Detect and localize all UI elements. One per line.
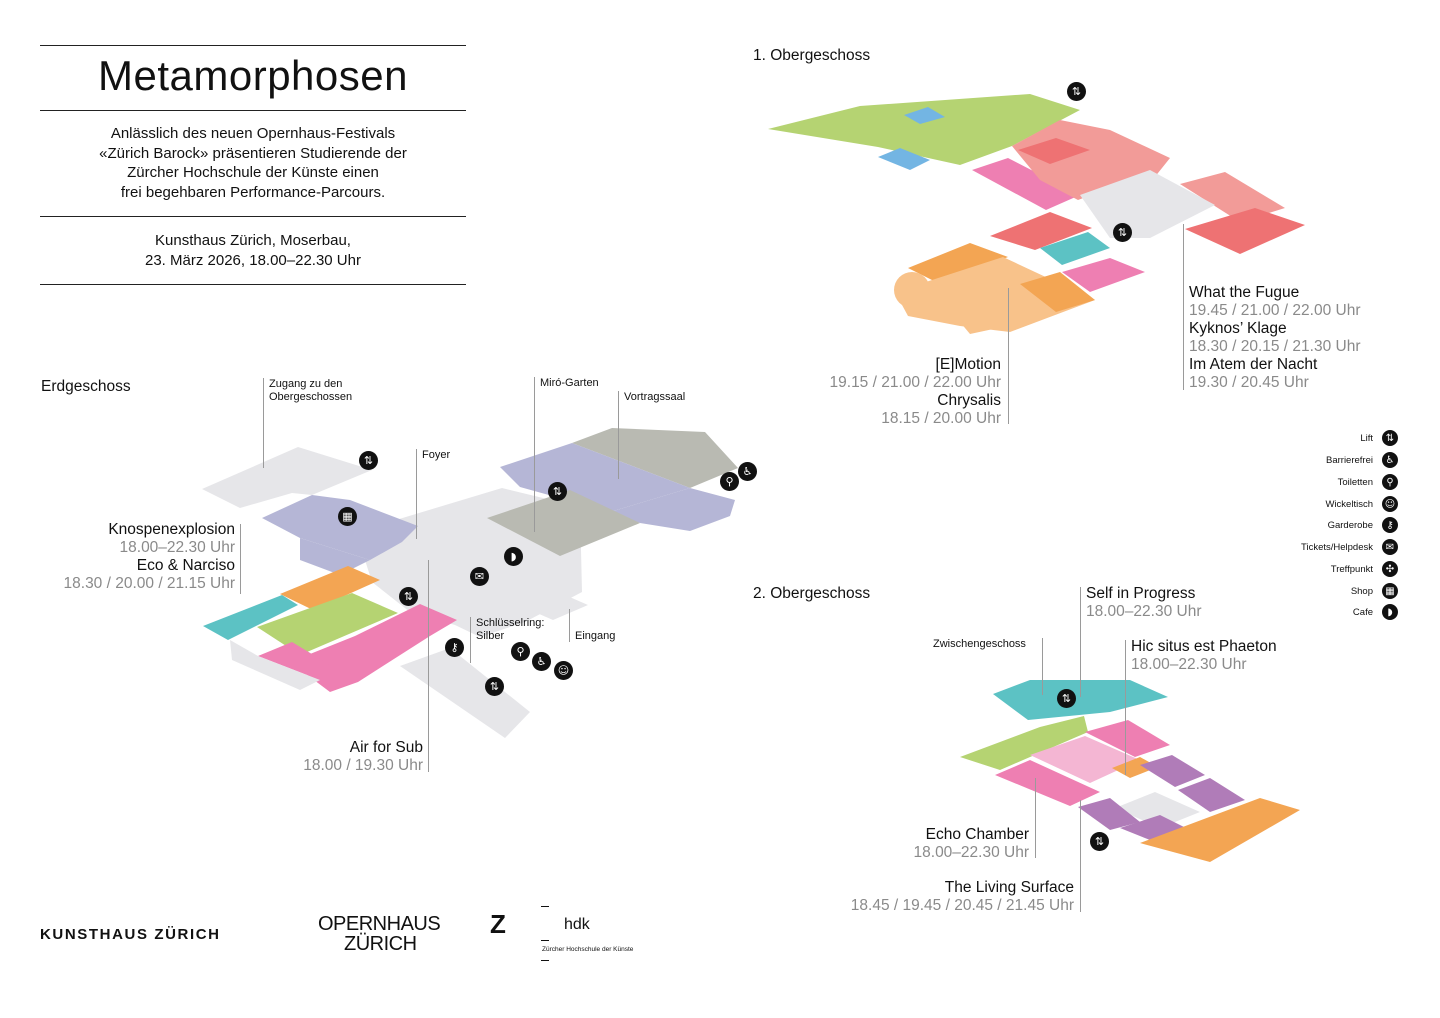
- page-title: Metamorphosen: [98, 52, 408, 99]
- label-zugang: Zugang zu den Obergeschossen: [269, 378, 353, 403]
- ticket-icon: ✉: [470, 567, 489, 586]
- legend-item: [1301, 538, 1398, 556]
- leader-line: [1125, 640, 1126, 775]
- label-schluesselring: Schlüsselring: Silber: [476, 617, 545, 642]
- performance-times: 19.30 / 20.45 Uhr: [1189, 374, 1309, 391]
- venue-line: Kunsthaus Zürich, Moserbau,: [155, 232, 351, 249]
- logo-dash: [541, 960, 549, 961]
- legend-item: [1328, 516, 1398, 534]
- ticket-icon: ✉: [1382, 539, 1398, 555]
- performance-title: Hic situs est Phaeton: [1131, 638, 1277, 655]
- room-red-right: [1185, 208, 1305, 254]
- floor-label-erdgeschoss: Erdgeschoss: [41, 378, 131, 395]
- lift-icon: ⇅: [548, 482, 567, 501]
- lift-icon: ⇅: [359, 451, 378, 470]
- opernhaus-logo-line: ZÜRICH: [344, 933, 417, 955]
- lift-icon: ⇅: [1382, 430, 1398, 446]
- logo-dash: [541, 940, 549, 941]
- intro-line: Anlässlich des neuen Opernhaus-Festivals: [110, 125, 396, 142]
- room-zugang: [202, 447, 372, 508]
- legend-label: Tickets/Helpdesk: [1301, 541, 1373, 553]
- legend-item: [1353, 603, 1398, 621]
- leader-line: [1008, 288, 1009, 424]
- intro-line: Zürcher Hochschule der Künste einen: [127, 164, 379, 181]
- shop-icon: ▦: [1382, 583, 1398, 599]
- performance-times: 18.00–22.30 Uhr: [1131, 656, 1247, 673]
- opernhaus-logo: [318, 914, 440, 954]
- zhdk-name: Zürcher Hochschule der Künste: [542, 946, 634, 953]
- floor-label-2og: 2. Obergeschoss: [753, 585, 871, 602]
- performance-what-the-fugue: [1189, 284, 1360, 392]
- logo-dash: [541, 906, 549, 907]
- leader-line: [534, 377, 535, 532]
- venue-line: 23. März 2026, 18.00–22.30 Uhr: [145, 251, 361, 269]
- performance-title: [E]Motion: [935, 356, 1001, 373]
- cafe-icon: ◗: [504, 547, 523, 566]
- legend-label: Toiletten: [1337, 476, 1373, 488]
- leader-line: [1035, 778, 1036, 858]
- performance-times: 19.15 / 21.00 / 22.00 Uhr: [829, 374, 1001, 391]
- performance-knospenexplosion: [64, 521, 235, 593]
- label-zwischengeschoss: Zwischengeschoss: [933, 638, 1026, 650]
- performance-times: 18.30 / 20.00 / 21.15 Uhr: [63, 575, 235, 592]
- legend-label: Barrierefrei: [1326, 454, 1373, 466]
- performance-times: 19.45 / 21.00 / 22.00 Uhr: [1189, 302, 1361, 319]
- leader-line: [618, 391, 619, 479]
- performance-hic-situs: [1131, 638, 1277, 674]
- performance-times: 18.00–22.30 Uhr: [119, 539, 235, 556]
- performance-title: Air for Sub: [349, 739, 423, 756]
- opernhaus-logo-line: OPERNHAUS: [318, 913, 441, 935]
- accessible-icon: ♿: [738, 462, 757, 481]
- key-icon: ⚷: [1382, 517, 1398, 533]
- intro-line: «Zürich Barock» präsentieren Studierende der: [99, 144, 407, 162]
- leader-line: [1183, 224, 1184, 390]
- legend-item: [1326, 451, 1398, 469]
- performance-air-for-sub: [303, 739, 423, 775]
- toilets-icon: ⚲: [720, 472, 739, 491]
- legend-label: Cafe: [1352, 606, 1373, 618]
- lift-icon: ⇅: [1057, 689, 1076, 708]
- leader-line: [416, 449, 417, 539]
- performance-times: 18.15 / 20.00 Uhr: [881, 410, 1001, 427]
- performance-self-in-progress: [1086, 585, 1201, 621]
- lift-icon: ⇅: [485, 677, 504, 696]
- floorplan-erdgeschoss: [202, 428, 738, 738]
- label-miro-garten: Miró-Garten: [540, 377, 599, 389]
- performance-echo-chamber: [914, 826, 1029, 862]
- meeting-point-icon: ✣: [1382, 561, 1398, 577]
- performance-times: 18.00 / 19.30 Uhr: [303, 757, 423, 774]
- performance-title: Echo Chamber: [925, 826, 1029, 843]
- changing-table-icon: ☺: [1382, 496, 1398, 512]
- legend-label: Treffpunkt: [1330, 563, 1373, 575]
- legend-item: [1338, 473, 1398, 491]
- toilets-icon: ⚲: [511, 642, 530, 661]
- legend-label: Shop: [1350, 585, 1373, 597]
- room-grey-south: [400, 648, 530, 738]
- legend-item: [1351, 582, 1398, 600]
- accessible-icon: ♿: [532, 652, 551, 671]
- lift-icon: ⇅: [1090, 832, 1109, 851]
- label-foyer: Foyer: [422, 449, 451, 461]
- room-peach-round: [894, 272, 930, 308]
- label-vortragssaal: Vortragssaal: [624, 391, 686, 403]
- key-icon: ⚷: [445, 638, 464, 657]
- leader-line: [470, 617, 471, 663]
- hdk-logo: hdk: [564, 916, 590, 933]
- label-eingang: Eingang: [575, 630, 616, 642]
- performance-times: 18.30 / 20.15 / 21.30 Uhr: [1189, 338, 1361, 355]
- legend-label: Wickeltisch: [1325, 498, 1373, 510]
- zhdk-z-logo: Z: [490, 909, 506, 939]
- performance-living-surface: [851, 879, 1074, 915]
- performance-title: Self in Progress: [1086, 585, 1196, 602]
- performance-title: The Living Surface: [944, 879, 1074, 896]
- performance-title: Kyknos’ Klage: [1189, 320, 1287, 337]
- performance-title: Eco & Narciso: [136, 557, 235, 574]
- legend-item: [1331, 560, 1398, 578]
- leader-line: [428, 560, 429, 772]
- legend-label: Garderobe: [1327, 519, 1373, 531]
- leader-line: [1080, 587, 1081, 697]
- performance-title: Chrysalis: [937, 392, 1001, 409]
- leader-line: [240, 524, 241, 594]
- cafe-icon: ◗: [1382, 604, 1398, 620]
- leader-line: [263, 378, 264, 468]
- kunsthaus-logo: KUNSTHAUS ZÜRICH: [40, 926, 221, 943]
- performance-times: 18.00–22.30 Uhr: [913, 844, 1029, 861]
- toilets-icon: ⚲: [1382, 474, 1398, 490]
- room-purple-1: [1140, 755, 1205, 787]
- lift-icon: ⇅: [1113, 223, 1132, 242]
- performance-title: Im Atem der Nacht: [1189, 356, 1318, 373]
- changing-table-icon: ☺: [554, 661, 573, 680]
- shop-icon: ▦: [338, 507, 357, 526]
- performance-times: 18.45 / 19.45 / 20.45 / 21.45 Uhr: [850, 897, 1074, 914]
- legend-item: [1360, 429, 1398, 447]
- floor-label-1og: 1. Obergeschoss: [753, 47, 871, 64]
- performance-emotion: [830, 356, 1001, 428]
- performance-times: 18.00–22.30 Uhr: [1086, 603, 1202, 620]
- lift-icon: ⇅: [1067, 82, 1086, 101]
- legend-item: [1325, 495, 1398, 513]
- legend-label: Lift: [1360, 432, 1373, 444]
- leader-line: [1080, 800, 1081, 912]
- leader-line: [569, 609, 570, 642]
- leader-line: [1042, 638, 1043, 695]
- lift-icon: ⇅: [399, 587, 418, 606]
- intro-line: frei begehbaren Performance-Parcours.: [120, 183, 386, 201]
- performance-title: What the Fugue: [1189, 284, 1300, 301]
- performance-title: Knospenexplosion: [108, 521, 235, 538]
- accessible-icon: ♿: [1382, 452, 1398, 468]
